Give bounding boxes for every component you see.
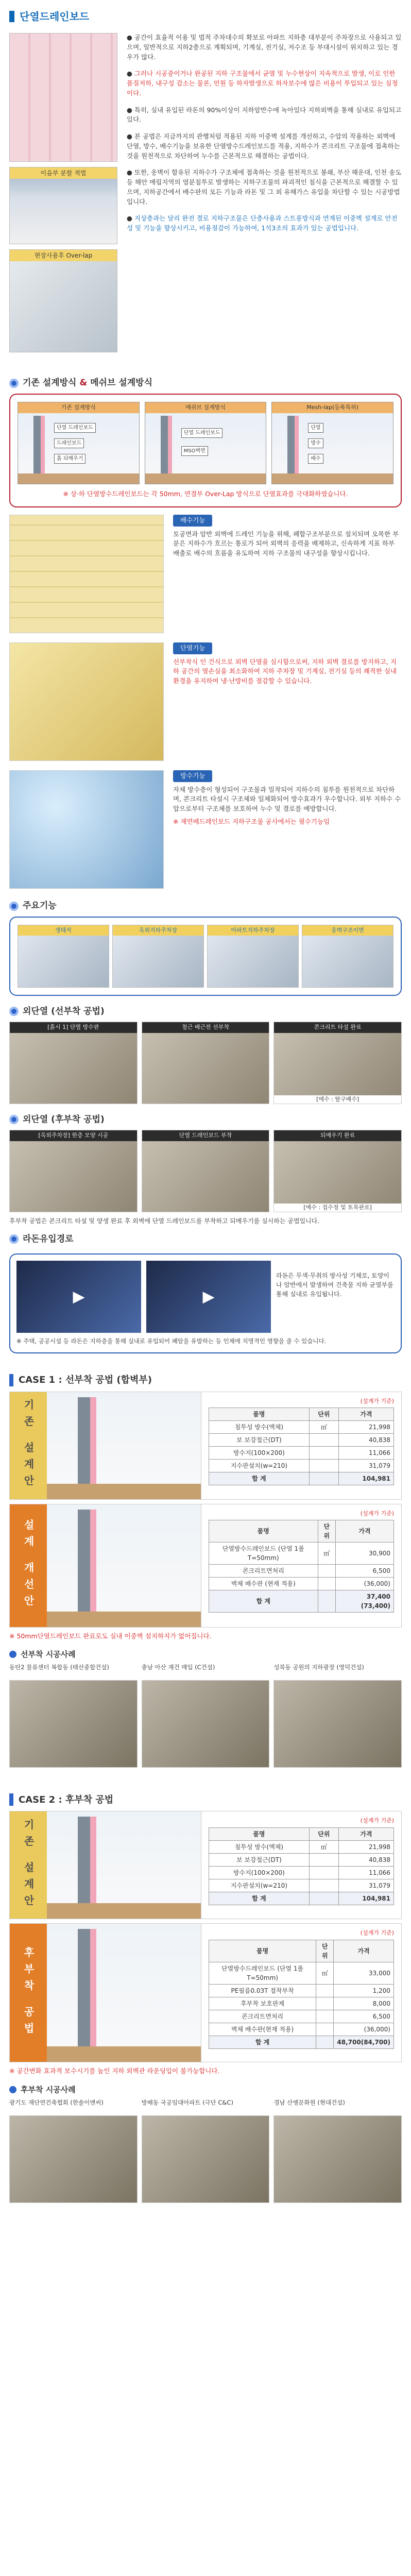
usage-panel xyxy=(9,917,402,996)
intro-paragraph: ● 지상층과는 달리 완전 결로 지하구조물은 단층사용과 스트롱방식과 연계된 이중벽 설계로 안전성 및 기능을 향상시키고, 비용절감이 가능하여, 1석3조의 효과가 있는 공법입니다. xyxy=(127,214,398,232)
feature-waterproof xyxy=(0,763,411,891)
case-figure xyxy=(47,1504,201,1627)
video-footer: ※ 주택, 공공시설 등 라돈은 지하층을 통해 실내로 유입되어 폐암을 유발하는 등 인체에 치명적인 영향을 줄 수 있습니다. xyxy=(16,1337,327,1345)
bullet-icon xyxy=(9,1007,19,1016)
case2-heading: CASE 2 : 후부착 공법 xyxy=(0,1788,411,1811)
case2-note: ※ 공간변화 효과적 보수시기를 높인 지하 외벽관 라운딩입이 불가능합니다. xyxy=(9,2067,220,2075)
case-side-label: 기존 설계안 xyxy=(10,1392,47,1499)
diagram-label: Mesh-lap(등록특허) xyxy=(272,402,393,413)
table-row: 단열방수드레인보드 (단열 1롤 T=50mm) ㎡ 30,900 xyxy=(209,1543,394,1565)
bullet-icon xyxy=(9,2086,16,2093)
intro-paragraph: ● 특히, 실내 유입된 라돈의 90%이상이 지하암반수에 녹아있다 지하외벽을 통해 실내로 유입되고 있다. xyxy=(127,106,402,124)
compare-heading-a: 기존 설계방식 xyxy=(23,378,77,388)
table-row: 보 보강철근(DT) 40,838 xyxy=(209,1853,394,1866)
table-total: 합 계 104,981 xyxy=(209,1892,394,1905)
drainboard-photo xyxy=(9,33,117,162)
table-row: PE필름0.03T 접착부착 1,200 xyxy=(209,1984,394,1997)
intro-text xyxy=(127,33,402,373)
case-figure xyxy=(47,1811,201,1919)
table-row: 지수판설치(w=210) 31,079 xyxy=(209,1460,394,1472)
method-photo: 되메우기 완료 [메수 : 집수정 및 토목관로] xyxy=(273,1130,402,1212)
site-item: 충남 아산 재건 매입 (C건설) xyxy=(142,1664,270,1768)
method-post-photos xyxy=(0,1130,411,1212)
feature-note: ※ 제연배드레인보드 지하구조물 공사에서는 필수기능임 xyxy=(173,817,330,825)
method-photo: [옥외주차장] 한층 모양 시공 xyxy=(9,1130,138,1212)
overlap-caption: 현장사용후 Over-lap xyxy=(10,250,117,261)
table-row: 콘크리트면처리 6,500 xyxy=(209,2010,394,2023)
video-text: 라돈은 무색·무취의 방사성 기체로, 토양이나 암반에서 발생하여 건축물 지하 균열부를 통해 실내로 유입됩니다. xyxy=(276,1272,393,1298)
diagram-tag: 단열 xyxy=(308,423,323,433)
table-row: 콘크리트면처리 6,500 xyxy=(209,1565,394,1578)
compare-warning: ※ 상·하 단열방수드레인보드는 각 50mm, 연결부 Over-Lap 방식으로 단열효과를 극대화하였습니다. xyxy=(63,490,348,498)
table-row: 벽체 배수판 (현재 적용) (36,000) xyxy=(209,1578,394,1590)
title-marker xyxy=(9,11,14,22)
diagram-tag: 흙 되메우기 xyxy=(54,454,85,464)
wall-shape xyxy=(161,416,168,473)
table-total: 합 계 48,700(84,700) xyxy=(209,2036,394,2048)
method-photo: 단열 드레인보드 부착 xyxy=(142,1130,270,1212)
usage-item: 옹벽구조이면 xyxy=(302,925,393,988)
diagram-label: 메쉬브 설계방식 xyxy=(145,402,266,413)
video-player[interactable] xyxy=(146,1261,271,1333)
intro-paragraph: ● 그러나 시공중이거나 완공된 지하 구조물에서 균열 및 누수현상이 지속적으로 발생, 이로 인한 품질저하, 내구성 감소는 물론, 민원 등 하자발생으로 하자보수에 많은 비용이 투입되고 있는 실정이다. xyxy=(127,70,398,97)
site-item: 경남 산엥문화원 (현대건설) xyxy=(273,2099,402,2203)
diagram-tag: 배수 xyxy=(308,454,323,464)
table-row: 지수판설치(w=210) 31,079 xyxy=(209,1879,394,1892)
case2-site-row xyxy=(0,2099,411,2203)
diagram-row xyxy=(18,402,393,484)
method-photo: [흙시 1] 단열 방수판 xyxy=(9,1022,138,1104)
method-pre-heading: 외단열 (선부착 공법) xyxy=(0,1001,411,1022)
table-row: 단열방수드레인보드 (단열 1롤 T=50mm) ㎡ 33,000 xyxy=(209,1962,394,1984)
intro-pictures xyxy=(9,33,117,373)
bullet-icon xyxy=(9,902,19,911)
board-shape xyxy=(41,416,45,473)
usage-item: 옥외지하주차장 xyxy=(112,925,204,988)
waterproof-photo xyxy=(9,770,164,889)
bullet-icon xyxy=(9,1234,19,1244)
case-table: (설계가 기준) 품명 단위 가격 침투성 방수(액체) ㎡ 21,998 보 보강철근(DT) 40,838 방수지(100×200) 11,066 지수판설치(w=210) 31,079 합 계 104,981 xyxy=(201,1392,401,1499)
table-total: 합 계 104,981 xyxy=(209,1472,394,1485)
bullet-icon xyxy=(9,1651,16,1658)
table-row: 벽체 배수판(현재 적용) (36,000) xyxy=(209,2023,394,2036)
intro-section xyxy=(0,33,411,373)
board-shape xyxy=(168,416,172,473)
intro-paragraph: ● 본 공법은 지금까지의 관행처럼 적용된 지하 이중벽 설계를 개선하고, 수압의 작용하는 외벽에 단열, 방수, 배수기능을 보유한 단열방수드레인보드를 적용, 지하수가 콘크리트 구조물에 접촉하는 것을 원천적으로 차단하여 누수를 근본적으로 해결하는 공법이다. xyxy=(127,132,400,160)
site-item: 성북동 공원의 지하광장 (영덕건설) xyxy=(273,1664,402,1768)
feature-text: 선부착식 인 건식으로 외벽 단열을 실시함으로써, 지하 외벽 결로를 방지하고, 지하 공간의 열손실을 최소화하여 지하 주차장 및 기계실, 전기실 등의 쾌적한 실내환경을 유지하여 냉·난방비를 절감할 수 있습니다. xyxy=(173,657,397,685)
feature-label: 배수기능 xyxy=(173,515,212,527)
wall-shape xyxy=(287,416,295,473)
compare-heading xyxy=(0,373,411,394)
diagram-original xyxy=(18,402,140,484)
case1-site-heading: 선부착 시공사례 xyxy=(0,1645,411,1664)
case1-site-row xyxy=(0,1664,411,1768)
table-row: 보 보강철근(DT) 40,838 xyxy=(209,1434,394,1447)
bullet-icon xyxy=(9,379,19,388)
method-pre-photos xyxy=(0,1022,411,1104)
diagram-mesh xyxy=(145,402,267,484)
play-icon[interactable]: ▶ xyxy=(202,1287,215,1306)
table-row: 방수지(100×200) 11,066 xyxy=(209,1447,394,1460)
site-item: 방배동 국공임대아파트 (극단 C&C) xyxy=(142,2099,270,2203)
case-side-label: 기존 설계안 xyxy=(10,1811,47,1919)
feature-insulation xyxy=(0,635,411,763)
case2-site-heading: 후부착 시공사례 xyxy=(0,2080,411,2099)
diagram-tag: MSO벽면 xyxy=(181,446,208,456)
case-table: (설계가 기준) 품명 단위 가격 침투성 방수(액체) ㎡ 21,998 보 보강철근(DT) 40,838 방수지(100×200) 11,066 지수판설치(w=210) 31,079 합 계 104,981 xyxy=(201,1811,401,1919)
method-photo: 콘크리트 타설 완료 [메수 : 탈구배수] xyxy=(273,1022,402,1104)
case1-improved xyxy=(9,1504,402,1628)
feature-text: 토공면과 암반 외벽에 드레인 기능을 위해, 폐합구조부분으로 설치되며 오목한 부분은 지하수가 흐르는 통로가 되어 외벽의 응력을 배제하고, 신속하게 지표 하부 배출로 배수의 흐름을 유도하여 지하 구조물의 내구성을 향상시킵니다. xyxy=(173,530,399,557)
ground-shape xyxy=(272,473,393,484)
diagram-label: 기존 설계방식 xyxy=(18,402,139,413)
joint-caption: 이음부 분할 적법 xyxy=(10,167,117,179)
drain-photo xyxy=(9,515,164,633)
case-side-label: 설계 개선안 xyxy=(10,1504,47,1627)
overlap-photo xyxy=(9,249,117,352)
feature-text: 자체 방수층이 형성되어 구조물과 밀착되어 지하수의 침투를 원천적으로 차단하며, 콘크리트 타설시 구조체와 일체화되어 방수효과가 우수합니다. 외부 지하수 수압으로부터 구조체를 보호하여 누수 및 결로를 예방합니다. xyxy=(173,785,401,812)
site-item: 동탄2 물류센터 복합동 (태산종합건설) xyxy=(9,1664,138,1768)
usage-heading: 주요기능 xyxy=(0,896,411,917)
case1-note: ※ 50mm단열드레인보드 완료로도 실내 이중벽 설치하지가 없어집니다. xyxy=(9,1632,212,1640)
case-table: (설계가 기준) 품명 단위 가격 단열방수드레인보드 (단열 1롤 T=50mm) ㎡ 30,900 콘크리트면처리 6,500 벽체 배수판 (현재 적용) (36,000) 합 계 37,400 (73,400) xyxy=(201,1504,401,1627)
table-row: 침투성 방수(액체) ㎡ 21,998 xyxy=(209,1840,394,1853)
site-item: 광기도 재단연건축협회 (한솔이앤씨) xyxy=(9,2099,138,2203)
compare-heading-amp: & xyxy=(79,378,88,388)
table-row: 방수지(100×200) 11,066 xyxy=(209,1866,394,1879)
usage-item: 아파트지하주차장 xyxy=(207,925,299,988)
compare-panel xyxy=(9,394,402,507)
case-figure xyxy=(47,1924,201,2062)
case-table: (설계가 기준) 품명 단위 가격 단열방수드레인보드 (단열 1롤 T=50mm) ㎡ 33,000 PE필름0.03T 접착부착 1,200 후부착 보호판제 8,000 콘크리트면처리 6,500 벽체 배수판(현재 적용) (36,000) 합 계 48,700(84,700) xyxy=(201,1924,401,2062)
diagram-tag: 방수 xyxy=(308,438,323,448)
ground-shape xyxy=(145,473,266,484)
bullet-icon xyxy=(9,1115,19,1124)
insulation-photo xyxy=(9,642,164,761)
case-bar xyxy=(9,1374,13,1386)
diagram-tag: 단열 드레인보드 xyxy=(54,423,96,433)
joint-photo xyxy=(9,167,117,244)
case-figure xyxy=(47,1392,201,1499)
board-shape xyxy=(295,416,299,473)
table-row: 후부착 보호판제 8,000 xyxy=(209,1997,394,2010)
case-bar xyxy=(9,1793,13,1806)
usage-item: 생태지 xyxy=(18,925,109,988)
method-photo: 철근 배근전 선부착 xyxy=(142,1022,270,1104)
intro-paragraph: ● 또한, 옹벽이 합유된 지하수가 구조체에 접촉하는 것을 원천적으로 봉쇄, 부산 해운대, 인천 송도등 해안 매립지역의 염분침투로 발생하는 지하구조물의 파괴적인 침식을 근본적으로 해결할 수 있으며, 지하공간에서 배수판의 모든 기능과 라돈 및 그 외 유해가스 유입을 차단할 수 있는 시공방법입니다. xyxy=(127,168,402,206)
video-panel xyxy=(9,1253,402,1353)
case-side-label: 후부착 공법 xyxy=(10,1924,47,2062)
play-icon[interactable]: ▶ xyxy=(73,1287,85,1306)
case2-original xyxy=(9,1811,402,1919)
case1-original xyxy=(9,1392,402,1500)
feature-label: 단열기능 xyxy=(173,642,212,654)
method-post-heading: 외단열 (후부착 공법) xyxy=(0,1109,411,1130)
compare-heading-b: 메쉬브 설계방식 xyxy=(90,378,152,388)
method-post-caption: 후부착 공법은 콘크리트 타설 및 양생 완료 후 외벽에 단열 드레인보드를 부착하고 되메우기를 실시하는 공법입니다. xyxy=(9,1217,320,1225)
feature-drain xyxy=(0,507,411,635)
video-heading: 라돈유입경로 xyxy=(0,1229,411,1249)
ground-shape xyxy=(18,473,139,484)
case1-heading: CASE 1 : 선부착 공법 (합벽부) xyxy=(0,1369,411,1392)
case2-improved xyxy=(9,1923,402,2062)
diagram-meshlap xyxy=(271,402,393,484)
diagram-tag: 드레인보드 xyxy=(54,438,84,448)
page-title: 단열드레인보드 xyxy=(20,10,90,23)
feature-label: 방수기능 xyxy=(173,770,212,782)
intro-paragraph: ● 공간이 효율적 이용 및 법적 주차대수의 확보로 아파트 지하층 대부분이 주차장으로 사용되고 있으며, 일반적으로 지하2층으로 계획되며, 기계실, 전기실, 저수조 등 부대시설이 위치하고 있는 경우가 많다. xyxy=(127,33,402,61)
table-row: 침투성 방수(액체) ㎡ 21,998 xyxy=(209,1421,394,1434)
title-bar xyxy=(0,0,411,33)
table-total: 합 계 37,400 (73,400) xyxy=(209,1590,394,1613)
video-player[interactable] xyxy=(16,1261,141,1333)
diagram-tag: 단열 드레인보드 xyxy=(181,428,223,438)
wall-shape xyxy=(33,416,41,473)
